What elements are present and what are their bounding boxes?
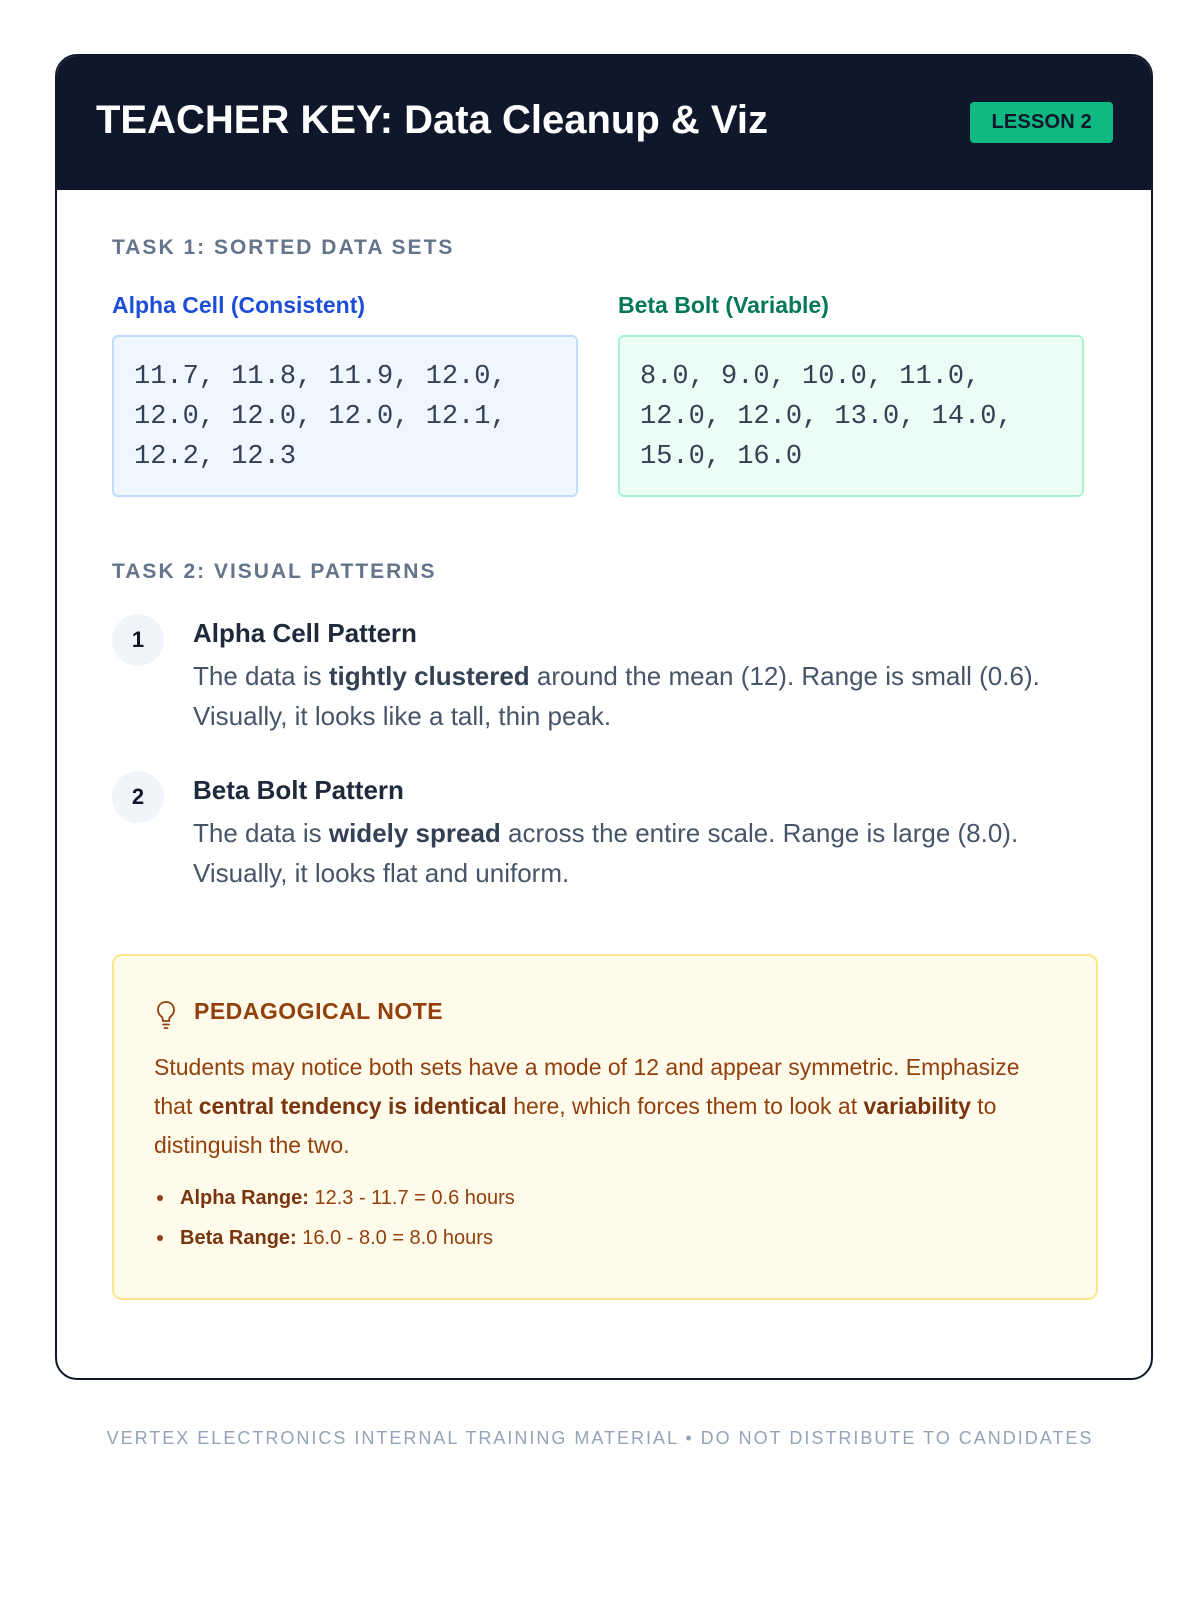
- alpha-set-title: Alpha Cell (Consistent): [112, 292, 366, 318]
- beta-data-line: 15.0, 16.0: [640, 442, 803, 472]
- range-list: [154, 1178, 515, 1258]
- alpha-data-line: 12.0, 12.0, 12.0, 12.1,: [134, 402, 507, 432]
- step-number: 2: [112, 771, 164, 823]
- pattern-title: Beta Bolt Pattern: [193, 775, 404, 805]
- pedagogical-note: [112, 954, 1098, 1300]
- pattern-text-emphasis: tightly clustered: [328, 661, 530, 691]
- footer-disclaimer: VERTEX ELECTRONICS INTERNAL TRAINING MATERIAL • DO NOT DISTRIBUTE TO CANDIDATES: [106, 1428, 1094, 1448]
- note-body: [154, 1048, 1054, 1165]
- alpha-data-line: 12.2, 12.3: [134, 442, 297, 472]
- note-text-part: Students may notice both sets have a mode of 12 and appear symmetric. Emphasize that: [154, 1054, 1020, 1119]
- beta-data-line: 12.0, 12.0, 13.0, 14.0,: [640, 402, 1013, 432]
- pattern-item: [112, 771, 1102, 901]
- beta-set-title: Beta Bolt (Variable): [618, 292, 829, 318]
- page-title: TEACHER KEY: Data Cleanup & Viz: [96, 98, 768, 142]
- pattern-text-part: The data is: [193, 818, 329, 848]
- range-value: 16.0 - 8.0 = 8.0 hours: [296, 1227, 493, 1249]
- task2-label: TASK 2: VISUAL PATTERNS: [112, 560, 437, 583]
- step-number: 1: [112, 614, 164, 666]
- note-text-part: here, which forces them to look at: [506, 1093, 864, 1119]
- alpha-data-box: [112, 335, 578, 497]
- list-item: [154, 1218, 515, 1258]
- lightbulb-icon: [154, 1000, 178, 1030]
- alpha-data-line: 11.7, 11.8, 11.9, 12.0,: [134, 362, 507, 392]
- pattern-text-part: around the mean (12). Range is small (0.6). Visually, it looks like a tall, thin peak.: [193, 661, 1040, 731]
- note-text-part: to distinguish the two.: [154, 1093, 997, 1158]
- pattern-description: [193, 656, 1103, 736]
- pattern-text-part: The data is: [193, 661, 329, 691]
- lesson-badge: LESSON 2: [970, 102, 1113, 143]
- note-text-emphasis: variability: [863, 1093, 971, 1119]
- range-label: Alpha Range:: [180, 1187, 309, 1209]
- pattern-item: [112, 614, 1102, 744]
- task1-label: TASK 1: SORTED DATA SETS: [112, 236, 455, 259]
- pattern-text-part: across the entire scale. Range is large (8.0). Visually, it looks flat and uniform.: [193, 818, 1019, 888]
- answer-key-card: [55, 54, 1153, 1380]
- pattern-title: Alpha Cell Pattern: [193, 618, 417, 648]
- list-item: [154, 1178, 515, 1218]
- range-label: Beta Range:: [180, 1227, 297, 1249]
- card-header: [57, 56, 1151, 190]
- note-text-emphasis: central tendency is identical: [198, 1093, 507, 1119]
- range-value: 12.3 - 11.7 = 0.6 hours: [308, 1187, 515, 1209]
- beta-data-line: 8.0, 9.0, 10.0, 11.0,: [640, 362, 981, 392]
- pattern-text-emphasis: widely spread: [328, 818, 501, 848]
- beta-data-box: [618, 335, 1084, 497]
- pattern-description: [193, 813, 1103, 893]
- note-title: PEDAGOGICAL NOTE: [194, 998, 444, 1024]
